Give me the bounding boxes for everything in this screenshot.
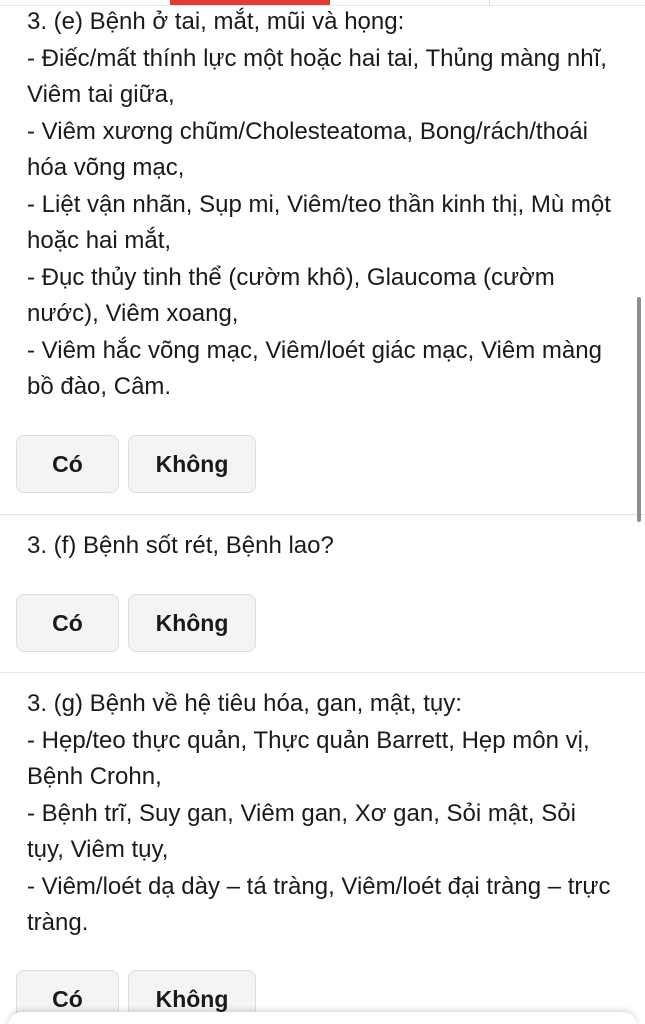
question-3f-text: 3. (f) Bệnh sốt rét, Bệnh lao? [27,532,334,559]
question-3f [0,514,645,673]
vertical-scrollbar[interactable] [637,297,641,522]
question-3f-yes-button[interactable]: Có [16,594,119,652]
question-3g-no-button[interactable]: Không [128,970,256,1024]
question-3g-yes-button[interactable]: Có [16,970,119,1024]
question-3e-no-button[interactable]: Không [128,435,256,493]
bottom-sheet-edge [8,1012,637,1024]
question-3e-text: 3. (e) Bệnh ở tai, mắt, mũi và họng: - Điếc/mất thính lực một hoặc hai tai, Thủng màng nhĩ, Viêm tai giữa, - Viêm xương chũm/Cholesteatoma, Bong/rách/thoái hóa võng mạc, - Liệt vận nhãn, Sụp mi, Viêm/teo thần kinh thị, Mù một hoặc hai mắt, - Đục thủy tinh thể (cườm khô), Glaucoma (cườm nước), Viêm xoang, - Viêm hắc võng mạc, Viêm/loét giác mạc, Viêm màng bồ đào, Câm. [27,8,611,400]
question-3g-text: 3. (g) Bệnh về hệ tiêu hóa, gan, mật, tụy: - Hẹp/teo thực quản, Thực quản Barrett, Hẹp môn vị, Bệnh Crohn, - Bệnh trĩ, Suy gan, Viêm gan, Xơ gan, Sỏi mật, Sỏi tụy, Viêm tụy, - Viêm/loét dạ dày – tá tràng, Viêm/loét đại tràng – trực tràng. [27,690,611,936]
question-3e-yes-button[interactable]: Có [16,435,119,493]
question-3f-no-button[interactable]: Không [128,594,256,652]
question-3g [0,672,645,1024]
